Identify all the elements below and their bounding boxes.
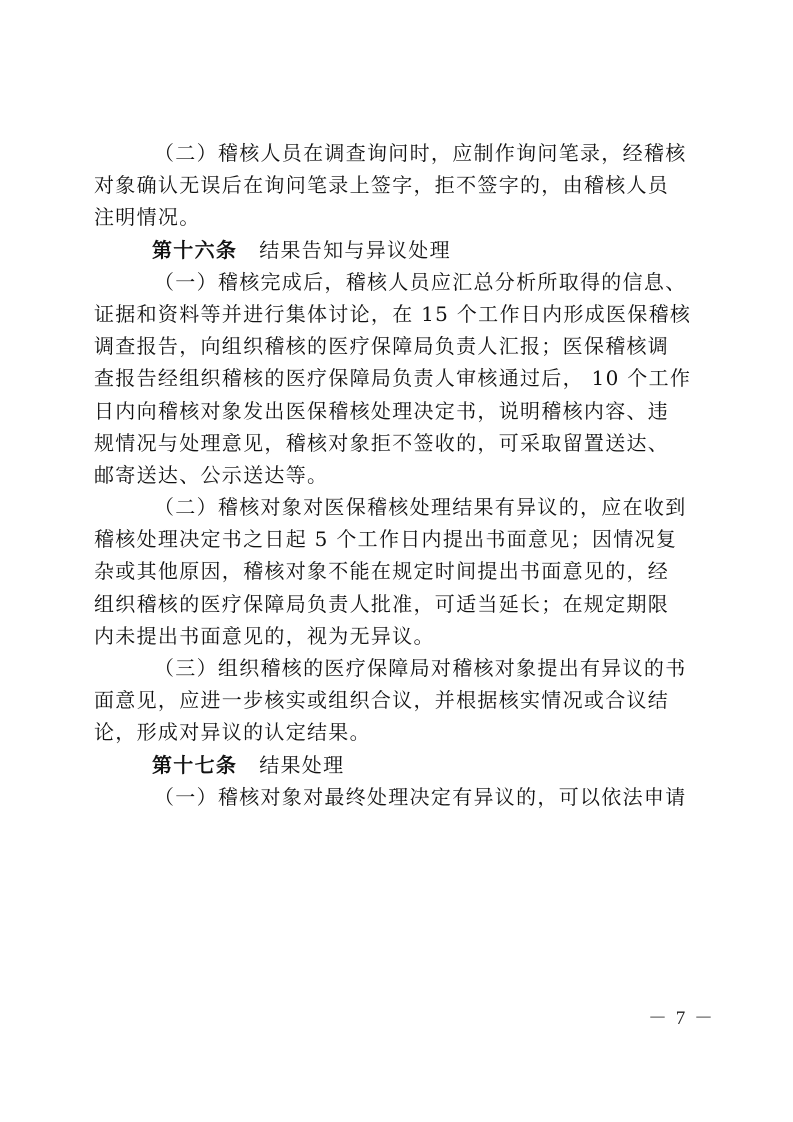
paragraph-objection-review xyxy=(94,652,710,749)
text-line: 邮寄送达、公示送达等。 xyxy=(94,462,329,487)
text-line: 调查报告，向组织稽核的医疗保障局负责人汇报；医保稽核调 xyxy=(94,334,670,359)
article-title: 结果处理 xyxy=(259,752,345,777)
text-line: 组织稽核的医疗保障局负责人批准，可适当延长；在规定期限 xyxy=(94,591,670,616)
paragraph-result-notification xyxy=(94,266,710,491)
text-line: 面意见，应进一步核实或组织合议，并根据核实情况或合议结 xyxy=(94,688,670,713)
text-line: （二）稽核对象对医保稽核处理结果有异议的，应在收到 xyxy=(154,495,687,520)
text-line: （二）稽核人员在调查询问时，应制作询问笔录，经稽核 xyxy=(154,141,687,165)
text-line: 日内向稽核对象发出医保稽核处理决定书，说明稽核内容、违 xyxy=(94,398,670,423)
text-line: 稽核处理决定书之日起 5 个工作日内提出书面意见；因情况复 xyxy=(94,527,678,552)
article-number: 第十六条 xyxy=(152,237,238,262)
text-line: 杂或其他原因，稽核对象不能在规定时间提出书面意见的，经 xyxy=(94,559,670,584)
article-title: 结果告知与异议处理 xyxy=(259,237,451,262)
text-line: （一）稽核完成后，稽核人员应汇总分析所取得的信息、 xyxy=(154,269,687,294)
text-line: 证据和资料等并进行集体讨论，在 15 个工作日内形成医保稽核 xyxy=(94,301,692,326)
text-line: （三）组织稽核的医疗保障局对稽核对象提出有异议的书 xyxy=(154,656,687,680)
document-body xyxy=(94,137,710,813)
page-number: － 7 － xyxy=(648,1008,716,1029)
article-17-heading xyxy=(152,749,710,781)
paragraph-objection-submission xyxy=(94,491,710,652)
paragraph-legal-appeal xyxy=(152,781,710,813)
text-line: 内未提出书面意见的，视为无异议。 xyxy=(94,623,435,648)
text-line: 注明情况。 xyxy=(94,205,201,230)
text-line: （一）稽核对象对最终处理决定有异议的，可以依法申请 xyxy=(154,784,687,809)
paragraph-interview-record xyxy=(94,137,710,234)
text-line: 查报告经组织稽核的医疗保障局负责人审核通过后， 10 个工作 xyxy=(94,366,692,391)
text-line: 规情况与处理意见，稽核对象拒不签收的，可采取留置送达、 xyxy=(94,430,670,455)
article-number: 第十七条 xyxy=(152,752,238,777)
article-16-heading xyxy=(152,234,710,266)
text-line: 对象确认无误后在询问笔录上签字，拒不签字的，由稽核人员 xyxy=(94,173,670,198)
text-line: 论，形成对异议的认定结果。 xyxy=(94,720,371,745)
